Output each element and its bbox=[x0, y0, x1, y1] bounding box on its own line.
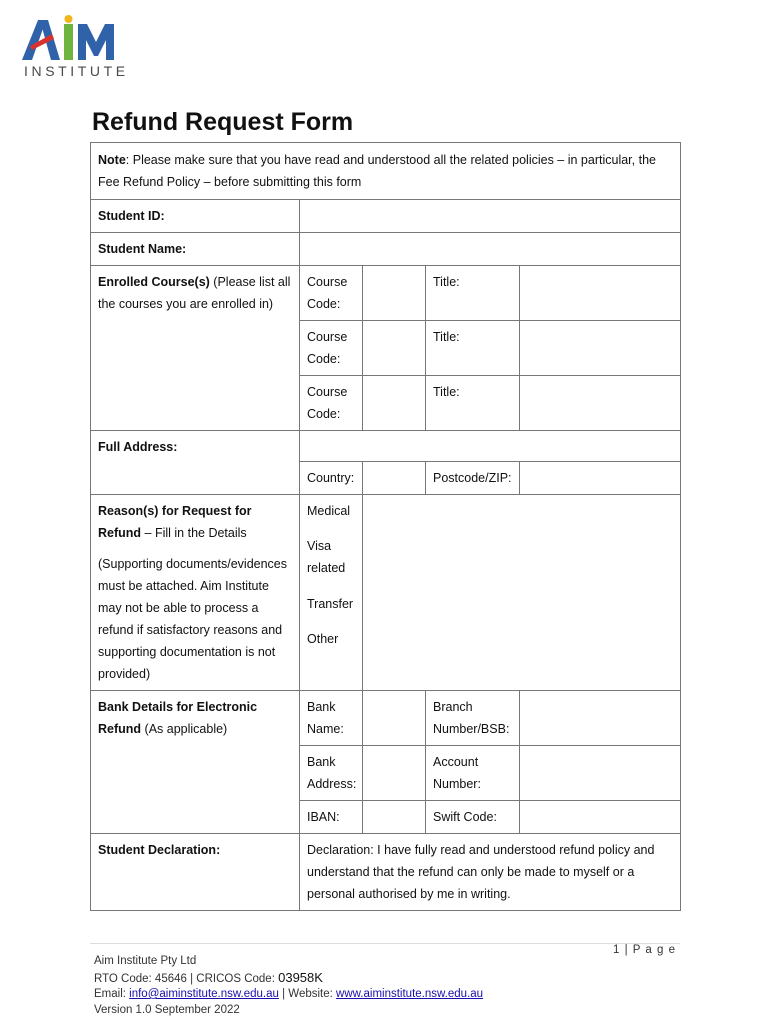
bank-row-1 bbox=[91, 691, 681, 746]
reason-option-medical: Medical bbox=[300, 495, 363, 530]
page-number: 1 | P a g e bbox=[612, 944, 676, 956]
reasons-label: Reason(s) for Request for Refund – Fill in the Details (Supporting documents/evidences must be attached. Aim Institute may not be able to process a refund if satisfactory reasons and supporting documentation is not provided) bbox=[91, 495, 300, 691]
reasons-note: (Supporting documents/evidences must be attached. Aim Institute may not be able to process a refund if satisfactory reasons and supporting documentation is not provided) bbox=[98, 557, 288, 681]
note-text: : Please make sure that you have read and understood all the related policies – in particular, the Fee Refund Policy – before submitting this form bbox=[98, 153, 656, 189]
note-cell bbox=[91, 143, 681, 200]
student-id-field[interactable] bbox=[300, 200, 681, 233]
address-row bbox=[91, 431, 681, 462]
branch-bsb-label: Branch Number/BSB: bbox=[426, 691, 520, 746]
footer bbox=[94, 954, 483, 1018]
page-title: Refund Request Form bbox=[92, 108, 354, 136]
country-label: Country: bbox=[300, 462, 363, 495]
student-name-field[interactable] bbox=[300, 233, 681, 266]
reason-option-visa: Visa related bbox=[300, 530, 363, 588]
declaration-text: Declaration: I have fully read and understood refund policy and understand that the refund can only be made to myself or a personal authorised by me in writing. bbox=[300, 834, 681, 911]
note-label: Note bbox=[98, 153, 126, 167]
student-id-label: Student ID: bbox=[91, 200, 300, 233]
full-address-label: Full Address: bbox=[91, 431, 300, 495]
footer-cricos: 03958K bbox=[278, 969, 323, 985]
student-name-label: Student Name: bbox=[91, 233, 300, 266]
bank-name-field[interactable] bbox=[363, 691, 426, 746]
reason-option-transfer: Transfer bbox=[300, 588, 363, 623]
footer-company: Aim Institute Pty Ltd bbox=[94, 955, 197, 967]
reason-row-medical bbox=[91, 495, 681, 530]
refund-form-table bbox=[90, 142, 681, 911]
iban-field[interactable] bbox=[363, 801, 426, 834]
course-title-label-2: Title: bbox=[426, 321, 520, 376]
student-id-row bbox=[91, 200, 681, 233]
aim-logo-mark bbox=[20, 14, 132, 64]
course-row-1 bbox=[91, 266, 681, 321]
course-code-field-3[interactable] bbox=[363, 376, 426, 431]
bank-details-label: Bank Details for Electronic Refund (As applicable) bbox=[91, 691, 300, 834]
postcode-field[interactable] bbox=[520, 462, 681, 495]
footer-rto: RTO Code: 45646 | CRICOS Code: bbox=[94, 972, 279, 985]
reason-field-medical[interactable] bbox=[363, 495, 681, 530]
course-code-label-1: Course Code: bbox=[300, 266, 363, 321]
course-title-field-3[interactable] bbox=[520, 376, 681, 431]
footer-divider bbox=[90, 943, 680, 944]
account-number-label: Account Number: bbox=[426, 746, 520, 801]
course-title-field-1[interactable] bbox=[520, 266, 681, 321]
swift-code-label: Swift Code: bbox=[426, 801, 520, 834]
reason-field-visa[interactable] bbox=[363, 530, 681, 588]
iban-label: IBAN: bbox=[300, 801, 363, 834]
course-title-field-2[interactable] bbox=[520, 321, 681, 376]
footer-email-link[interactable]: info@aiminstitute.nsw.edu.au bbox=[129, 988, 279, 1000]
footer-email-label: Email: bbox=[94, 988, 130, 1000]
reason-field-other[interactable] bbox=[363, 623, 681, 691]
aim-institute-logo bbox=[20, 14, 132, 80]
student-name-row bbox=[91, 233, 681, 266]
swift-code-field[interactable] bbox=[520, 801, 681, 834]
course-title-label-3: Title: bbox=[426, 376, 520, 431]
enrolled-courses-label: Enrolled Course(s) (Please list all the courses you are enrolled in) bbox=[91, 266, 300, 431]
footer-version: Version 1.0 September 2022 bbox=[94, 1003, 240, 1016]
postcode-label: Postcode/ZIP: bbox=[426, 462, 520, 495]
course-code-label-2: Course Code: bbox=[300, 321, 363, 376]
declaration-row bbox=[91, 834, 681, 911]
branch-bsb-field[interactable] bbox=[520, 691, 681, 746]
footer-website-link[interactable]: www.aiminstitute.nsw.edu.au bbox=[336, 988, 484, 1000]
bank-address-label: Bank Address: bbox=[300, 746, 363, 801]
country-field[interactable] bbox=[363, 462, 426, 495]
footer-contact-line bbox=[94, 987, 483, 1003]
bank-name-label: Bank Name: bbox=[300, 691, 363, 746]
footer-rto-line bbox=[94, 970, 483, 988]
student-declaration-label: Student Declaration: bbox=[91, 834, 300, 911]
bank-address-field[interactable] bbox=[363, 746, 426, 801]
account-number-field[interactable] bbox=[520, 746, 681, 801]
reason-field-transfer[interactable] bbox=[363, 588, 681, 623]
note-row bbox=[91, 143, 681, 200]
course-code-field-2[interactable] bbox=[363, 321, 426, 376]
course-code-field-1[interactable] bbox=[363, 266, 426, 321]
full-address-field[interactable] bbox=[300, 431, 681, 462]
reason-option-other: Other bbox=[300, 623, 363, 691]
course-code-label-3: Course Code: bbox=[300, 376, 363, 431]
course-title-label-1: Title: bbox=[426, 266, 520, 321]
footer-website-label: | Website: bbox=[278, 988, 337, 1000]
logo-subtitle: INSTITUTE bbox=[24, 63, 129, 79]
